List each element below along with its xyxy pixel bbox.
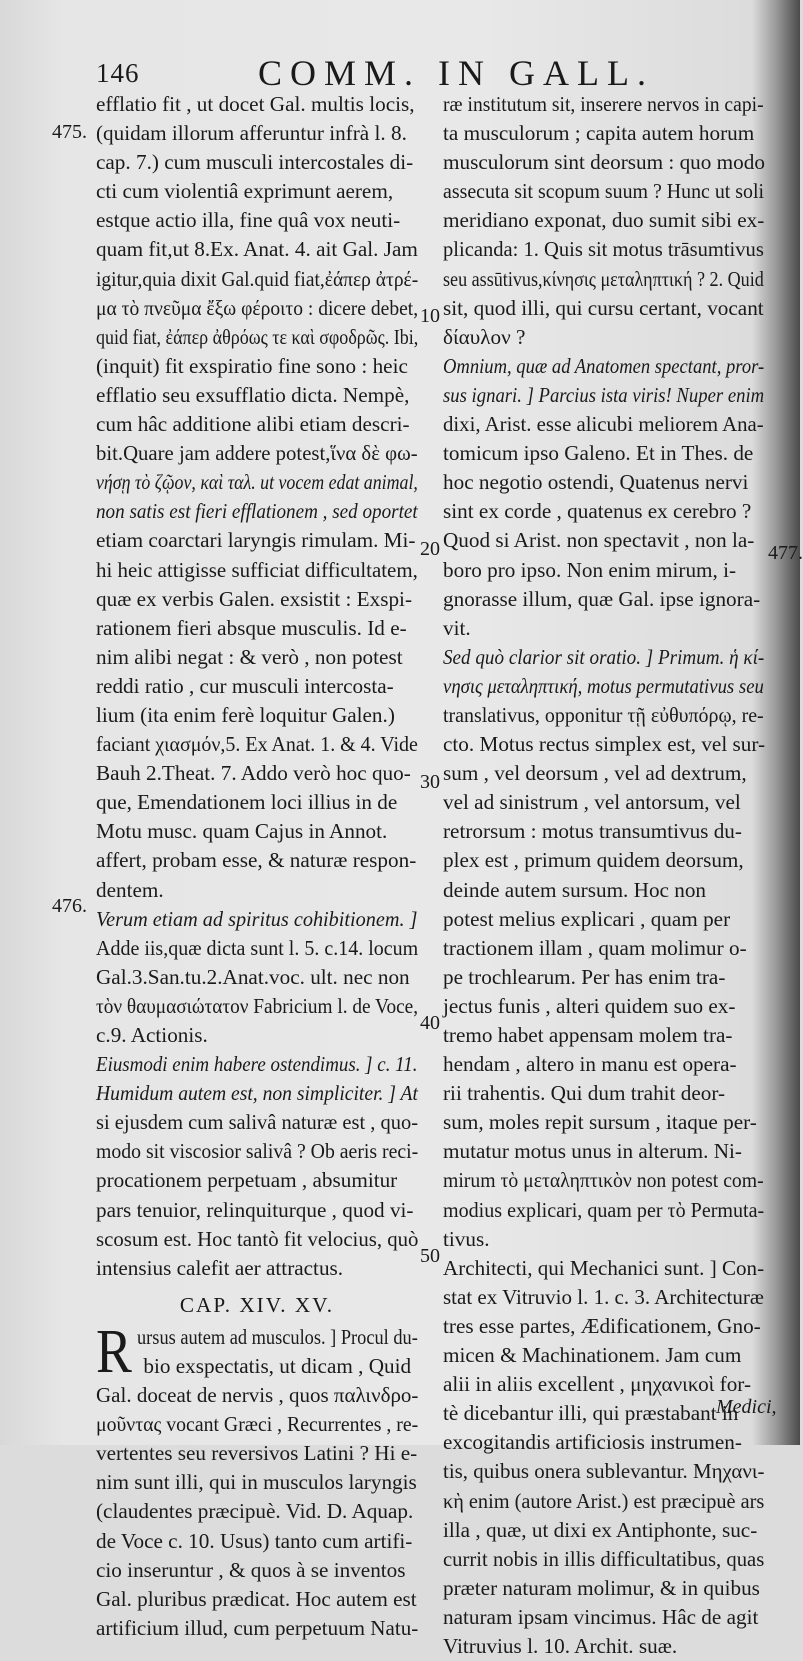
text-line: hi heic attigisse sufficiat difficultatem, (96, 557, 418, 582)
text-line: tomicum ipso Galeno. Et in Thes. de (443, 441, 754, 466)
text-line: νήσῃ τὸ ζῷον, καὶ ταλ. ut vocem edat animal, (96, 470, 418, 495)
text-line: tè dicebantur illi, qui præstabant in (443, 1401, 739, 1426)
text-line: κὴ enim (autore Arist.) est præcipuè ars (443, 1488, 765, 1513)
text-line: quid fiat, ἐάπερ ἀθρόως τε καὶ σφοδρῶς. Ibi, (96, 324, 419, 349)
text-line: intensius calefit aer attractus. (96, 1255, 344, 1280)
text-line: νησις μεταληπτική, motus permutativus seu (443, 673, 764, 698)
text-line: plex est , primum quidem deorsum, (443, 848, 744, 873)
text-line: potest melius explicari , quam per (443, 906, 731, 931)
text-line: deinde autem sursum. Hoc non (443, 877, 707, 902)
text-line: si ejusdem cum salivâ naturæ est , quo- (96, 1110, 419, 1135)
text-line: tis, quibus onera sublevantur. Μηχανι- (443, 1459, 765, 1484)
text-line: mutatur motus unus in alterum. Ni- (443, 1139, 742, 1164)
text-line: seu assūtivus,κίνησις μεταληπτική ? 2. Quid (443, 266, 764, 291)
running-title: COMM. IN GALL. (258, 53, 654, 93)
text-line-rest: ursus autem ad musculos. ] Procul du- (137, 1324, 418, 1349)
text-line: (inquit) fit exspiratio fine sono : heic (96, 353, 408, 378)
text-line: efflatio fit , ut docet Gal. multis locis, (96, 92, 415, 116)
text-line: dentem. (96, 877, 164, 902)
text-line: tremo habet appensam molem tra- (443, 1023, 733, 1047)
text-line: rii trahentis. Qui dum trahit deor- (443, 1081, 726, 1106)
text-line: modius explicari, quam per τὸ Permuta- (443, 1197, 765, 1222)
drop-cap-letter: R (96, 1317, 132, 1386)
text-line: currit nobis in illis difficultatibus, quas (443, 1546, 765, 1571)
line-number-10: 10 (420, 305, 440, 327)
text-line: de Voce c. 10. Usus) tanto cum artifi- (96, 1528, 413, 1553)
line-number-20: 20 (420, 538, 440, 560)
text-line: sum, moles repit sursum , itaque per- (443, 1110, 757, 1135)
text-line: igitur,quia dixit Gal.quid fiat,ἐάπερ ἀτρέ- (96, 266, 419, 291)
text-line: tivus. (443, 1226, 490, 1251)
text-line: cap. 7.) cum musculi intercostales di- (96, 150, 414, 175)
catchword: Medici, (716, 1396, 777, 1418)
text-line: etiam coarctari laryngis rimulam. Mi- (96, 528, 416, 553)
line-number-40: 40 (420, 1012, 440, 1034)
text-line: c.9. Actionis. (96, 1023, 208, 1047)
text-line: Gal. doceat de nervis , quos παλινδρο- (96, 1383, 419, 1408)
text-line: vit. (443, 615, 471, 640)
left-text-column (96, 90, 418, 1643)
text-line: micen & Machinationem. Jam cum (443, 1343, 742, 1368)
text-line: nim alibi negat : & verò , non potest (96, 644, 403, 669)
text-line: non satis est fieri efflationem , sed oportet (96, 499, 418, 524)
text-line: tres esse partes, Ædificationem, Gno- (443, 1313, 761, 1338)
text-line: mirum τὸ μεταληπτικὸν non potest com- (443, 1168, 764, 1193)
line-number-30: 30 (420, 771, 440, 793)
text-line: Humidum autem est, non simpliciter. ] At (96, 1081, 418, 1106)
text-line: præter naturam molimur, & in quibus (443, 1575, 760, 1600)
right-text-column (443, 90, 764, 1661)
text-line: quæ ex verbis Galen. exsistit : Exspi- (96, 586, 413, 611)
text-line: musculorum sint deorsum : quo modo (443, 150, 765, 175)
text-line: lium (ita enim ferè loquitur Galen.) (96, 702, 395, 727)
text-line: μοῦντας vocant Græci , Recurrentes , re- (96, 1412, 419, 1437)
text-line: Architecti, qui Mechanici sunt. ] Con- (443, 1255, 765, 1280)
margin-note-477: 477. (768, 542, 803, 564)
text-line: (quidam illorum afferuntur infrà l. 8. (96, 121, 407, 146)
text-line: Motu musc. quam Cajus in Annot. (96, 819, 388, 844)
text-line: assecuta sit scopum suum ? Hunc ut soli (443, 179, 765, 204)
text-line: cum hâc additione alibi etiam descri- (96, 412, 410, 437)
text-line: procationem perpetuam , absumitur (96, 1168, 398, 1193)
text-line: ta musculorum ; capita autem horum (443, 121, 755, 146)
text-line: dixi, Arist. esse alicubi meliorem Ana- (443, 412, 764, 437)
text-line: modo sit viscosior salivâ ? Ob aeris reci- (96, 1139, 419, 1164)
text-line: hoc negotio ostendi, Quatenus nervi (443, 470, 749, 495)
text-line: Verum etiam ad spiritus cohibitionem. ] (96, 906, 418, 931)
text-line: stat ex Vitruvio l. 1. c. 3. Architecturæ (443, 1284, 764, 1309)
text-line: jectus funis , alteri quidem suo ex- (443, 993, 736, 1018)
text-line: Bauh 2.Theat. 7. Addo verò hoc quo- (96, 761, 411, 786)
text-line: Gal. pluribus prædicat. Hoc autem est (96, 1586, 417, 1611)
text-line: plicanda: 1. Quis sit motus trāsumtivus (443, 237, 764, 262)
text-line: sum , vel deorsum , vel ad dextrum, (443, 761, 747, 786)
text-line: que, Emendationem loci illius in de (96, 790, 398, 815)
text-line: illa , quæ, ut dixi ex Antiphonte, suc- (443, 1517, 758, 1542)
text-line: sus ignari. ] Parcius ista viris! Nuper enim (443, 382, 765, 407)
text-line: pars tenuior, relinquiturque , quod vi- (96, 1197, 414, 1222)
text-line: vertentes seu reversivos Latini ? Hi e- (96, 1441, 418, 1466)
text-line: reddi ratio , cur musculi intercosta- (96, 673, 394, 698)
text-line: translativus, opponitur τῇ εὐθυπόρῳ, re- (443, 702, 764, 727)
text-line: bio exspectatis, ut dicam , Quid (143, 1353, 412, 1378)
text-line: cti cum violentiâ exprimunt aerem, (96, 179, 394, 204)
text-line: Eiusmodi enim habere ostendimus. ] c. 11. (96, 1052, 418, 1077)
text-line: cto. Motus rectus simplex est, vel sur- (443, 732, 766, 757)
text-line: hendam , altero in manu est opera- (443, 1052, 737, 1077)
text-line: meridiano exponat, duo sumit sibi ex- (443, 208, 765, 233)
text-line: Vitruvius l. 10. Archit. suæ. (443, 1633, 678, 1658)
text-line: cio inseruntur , & quos à se inventos (96, 1557, 406, 1582)
text-line: tractionem illam , quam molimur o- (443, 935, 747, 960)
chapter-heading: CAP. XIV. XV. (179, 1292, 335, 1317)
text-line: δίαυλον ? (443, 324, 526, 349)
text-line: faciant χιασμόν,5. Ex Anat. 1. & 4. Vide (96, 732, 418, 757)
margin-note-476: 476. (52, 895, 87, 917)
page-number: 146 (96, 58, 140, 88)
text-line: sint ex corde , quatenus ex cerebro ? (443, 499, 752, 524)
text-line: ræ institutum sit, inserere nervos in capi- (443, 92, 764, 116)
text-line: Sed quò clarior sit oratio. ] Primum. ἡ κί- (443, 644, 765, 669)
text-line: τὸν θαυμασιώτατον Fabricium l. de Voce, (96, 993, 419, 1018)
text-line: (claudentes præcipuè. Vid. D. Aquap. (96, 1499, 414, 1524)
text-line: Omnium, quæ ad Anatomen spectant, pror- (443, 353, 765, 378)
text-line: Gal.3.San.tu.2.Anat.voc. ult. nec non (96, 964, 410, 989)
text-line: vel ad sinistrum , vel antorsum, vel (443, 790, 741, 815)
text-line: quam fit,ut 8.Ex. Anat. 4. ait Gal. Jam (96, 237, 418, 262)
text-line: artificium illud, cum perpetuum Natu- (96, 1615, 419, 1640)
text-line: bit.Quare jam addere potest,ἵνα δὲ φω- (96, 441, 418, 466)
text-line: excogitandis artificiosis instrumen- (443, 1430, 742, 1455)
text-line: alii in aliis excellent , μηχανικοὶ for- (443, 1372, 751, 1397)
text-line: pe trochlearum. Per has enim tra- (443, 964, 726, 989)
text-line: retrorsum : motus transumtivus du- (443, 819, 742, 844)
text-line: affert, probam esse, & naturæ respon- (96, 848, 417, 873)
text-line: naturam ipsam vincimus. Hâc de agit (443, 1604, 759, 1629)
text-line: boro pro ipso. Non enim mirum, i- (443, 557, 737, 582)
text-line: efflatio seu exsufflatio dicta. Nempè, (96, 382, 410, 407)
text-line: μα τὸ πνεῦμα ἔξω φέροιτο : dicere debet, (96, 295, 419, 320)
line-number-50: 50 (420, 1245, 440, 1267)
text-line: gnorasse illum, quæ Gal. ipse ignora- (443, 586, 761, 611)
text-line: Quod si Arist. non spectavit , non la- (443, 528, 755, 553)
text-line: scosum est. Hoc tantò fit velocius, quò (96, 1226, 419, 1251)
text-line: sit, quod illi, qui cursu certant, vocant (443, 295, 764, 320)
margin-note-475: 475. (52, 121, 87, 143)
text-line: nim sunt illi, qui in musculos laryngis (96, 1470, 417, 1495)
text-line: Adde iis,quæ dicta sunt l. 5. c.14. locum (96, 935, 419, 960)
text-line: rationem fieri absque musculis. Id e- (96, 615, 407, 640)
text-line: estque actio illa, fine quâ vox neuti- (96, 208, 401, 233)
